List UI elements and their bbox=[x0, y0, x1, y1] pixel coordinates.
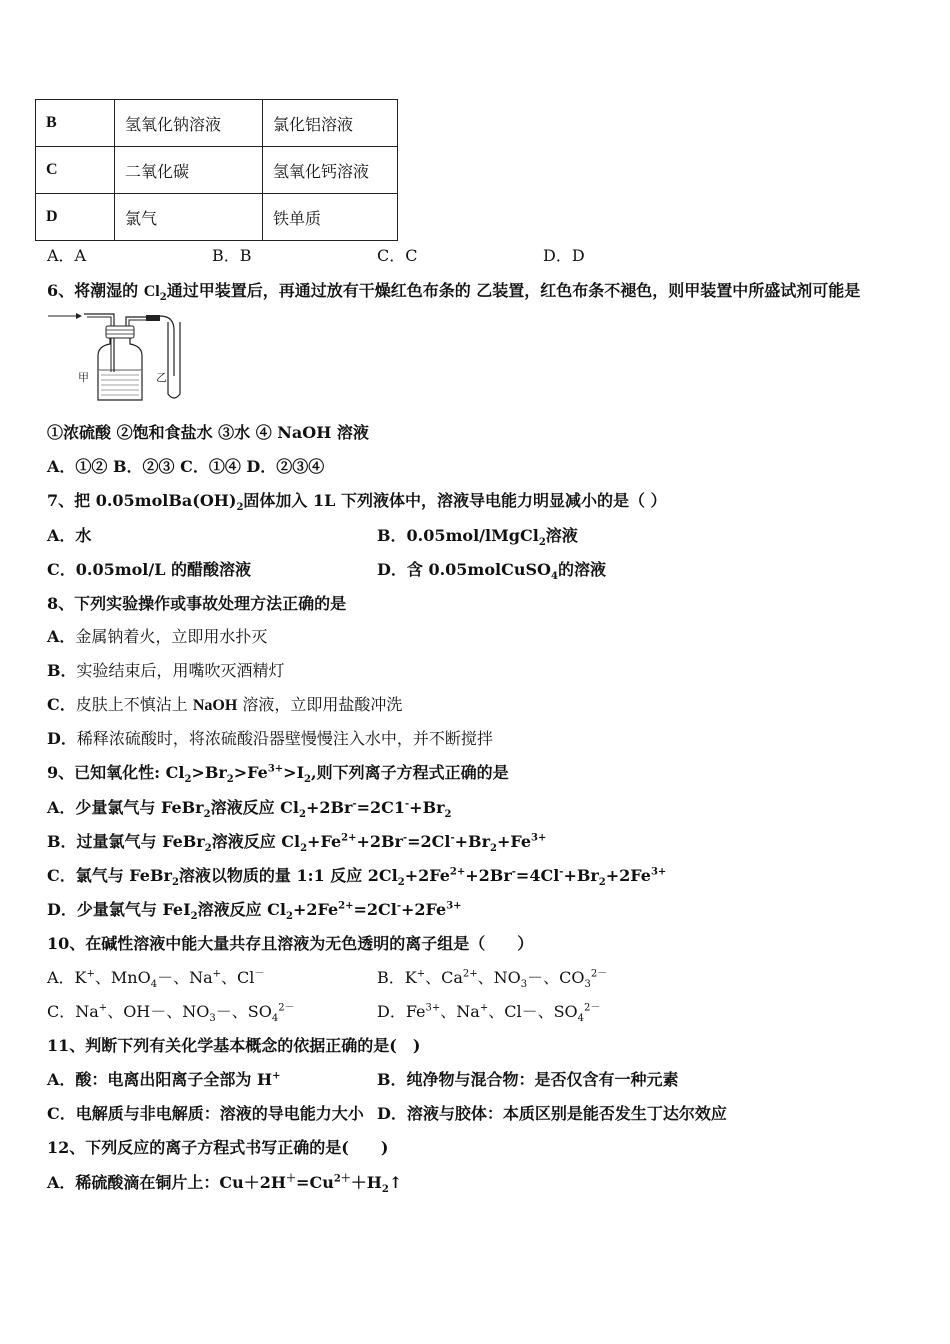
q7-option-c: C．0.05mol/L 的醋酸溶液 bbox=[47, 560, 252, 579]
q10-option-c: C．Na+、OH－、$NO_3-$、$SO_4^{2-}$ bbox=[47, 1002, 295, 1025]
q5-option-a: A．A bbox=[47, 246, 87, 265]
q5-option-c: C．C bbox=[377, 246, 418, 265]
q11-option-c: C．电解质与非电解质：溶液的导电能力大小 bbox=[47, 1104, 364, 1123]
q5-option-b: B．B bbox=[212, 246, 252, 265]
q9-option-c: C．氯气与 FeBr$_2$溶液以物质的量 1:1 反应 $2Cl_2+2Fe^{2+}+2Br^-=4Cl^-+Br_2+2Fe^{3+}$ bbox=[47, 866, 667, 889]
q11-stem: 11、判断下列有关化学基本概念的依据正确的是( ) bbox=[47, 1036, 421, 1055]
q9-option-b: B．过量氯气与 FeBr$_2$溶液反应 $Cl_2+Fe^{2+}+2Br^-=2Cl^-+Br_2+Fe^{3+}$ bbox=[47, 832, 547, 855]
q7-option-a: A．水 bbox=[47, 526, 92, 545]
label-yi: 乙 bbox=[156, 371, 167, 384]
rubber-connector bbox=[146, 315, 160, 321]
q10-option-a: A．K+、MnO$_4$－、Na+、Cl－ bbox=[47, 968, 265, 991]
table-row bbox=[36, 194, 398, 241]
q11-option-b: B．纯净物与混合物：是否仅含有一种元素 bbox=[377, 1070, 679, 1089]
q7-option-d: D．含 0.05molCuSO$_4$的溶液 bbox=[377, 560, 606, 583]
q10-option-b: B．K+、$Ca^{2+}$、$NO_3-$、$CO_3^{2-}$ bbox=[377, 968, 608, 991]
table-cell: 氢氧化钠溶液 bbox=[115, 100, 263, 147]
table-cell: 氢氧化钙溶液 bbox=[263, 147, 398, 194]
wash-bottle bbox=[98, 338, 142, 400]
liquid-hatching bbox=[101, 375, 139, 395]
reagent-table bbox=[35, 99, 398, 241]
q11-option-a: A．酸：电离出阳离子全部为 H+ bbox=[47, 1070, 281, 1089]
gas-inlet-arrow-head bbox=[76, 313, 82, 319]
q9-option-d: D．少量氯气与 FeI$_2$溶液反应 $Cl_2+2Fe^{2+}=2Cl^-+2Fe^{3+}$ bbox=[47, 900, 462, 923]
table-cell: D bbox=[36, 194, 115, 241]
stopper bbox=[106, 326, 134, 338]
label-jia: 甲 bbox=[78, 371, 89, 384]
q9-option-a: A．少量氯气与 FeBr$_2$溶液反应 $Cl_2+2Br^-=2C1^-+Br_2$ bbox=[47, 798, 452, 821]
delivery-tube bbox=[160, 316, 174, 376]
q7-stem: 7、把 $0.05molBa(OH)_2$固体加入 1L 下列液体中，溶液导电能力明显减小的是（ ） bbox=[47, 491, 667, 514]
table-cell: 铁单质 bbox=[263, 194, 398, 241]
table-row bbox=[36, 100, 398, 147]
q6-options: A．①② B．②③ C．①④ D．②③④ bbox=[47, 457, 325, 476]
q8-option-c: C．皮肤上不慎沾上 NaOH 溶液，立即用盐酸冲洗 bbox=[47, 695, 403, 714]
q12-stem: 12、下列反应的离子方程式书写正确的是( ) bbox=[47, 1138, 389, 1157]
table-cell: C bbox=[36, 147, 115, 194]
q12-option-a: A．稀硫酸滴在铜片上：$Cu+2H^+=Cu^{2+}+H_2↑$ bbox=[47, 1173, 403, 1196]
table-cell: 二氧化碳 bbox=[115, 147, 263, 194]
q6-stem: 6、将潮湿的 $Cl_2$通过甲装置后，再通过放有干燥红色布条的 乙装置，红色布条不褪色，则甲装置中所盛试剂可能是 bbox=[47, 281, 861, 304]
q8-stem: 8、下列实验操作或事故处理方法正确的是 bbox=[47, 594, 347, 613]
q10-stem: 10、在碱性溶液中能大量共存且溶液为无色透明的离子组是（ ） bbox=[47, 934, 534, 953]
q10-option-d: D．$Fe^{3+}$、Na+、Cl－、$SO_4^{2-}$ bbox=[377, 1002, 601, 1025]
table-cell: 氯气 bbox=[115, 194, 263, 241]
q8-option-b: B．实验结束后，用嘴吹灭酒精灯 bbox=[47, 661, 285, 680]
q9-stem: 9、已知氧化性: $Cl_2>Br_2>Fe^{3+}>I_2$,则下列离子方程式正确的是 bbox=[47, 763, 509, 786]
q7-option-b: B．0.05mol/lMgCl$_2$溶液 bbox=[377, 526, 578, 549]
gas-washing-apparatus-diagram bbox=[46, 308, 196, 408]
q5-option-d: D．D bbox=[543, 246, 585, 265]
table-row bbox=[36, 147, 398, 194]
table-cell: B bbox=[36, 100, 115, 147]
table-cell: 氯化铝溶液 bbox=[263, 100, 398, 147]
q8-option-a: A．金属钠着火，立即用水扑灭 bbox=[47, 627, 268, 646]
q8-option-d: D．稀释浓硫酸时，将浓硫酸沿器壁慢慢注入水中，并不断搅拌 bbox=[47, 729, 493, 748]
q11-option-d: D．溶液与胶体：本质区别是能否发生丁达尔效应 bbox=[377, 1104, 727, 1123]
q6-choices: ①浓硫酸 ②饱和食盐水 ③水 ④ NaOH 溶液 bbox=[47, 423, 369, 442]
